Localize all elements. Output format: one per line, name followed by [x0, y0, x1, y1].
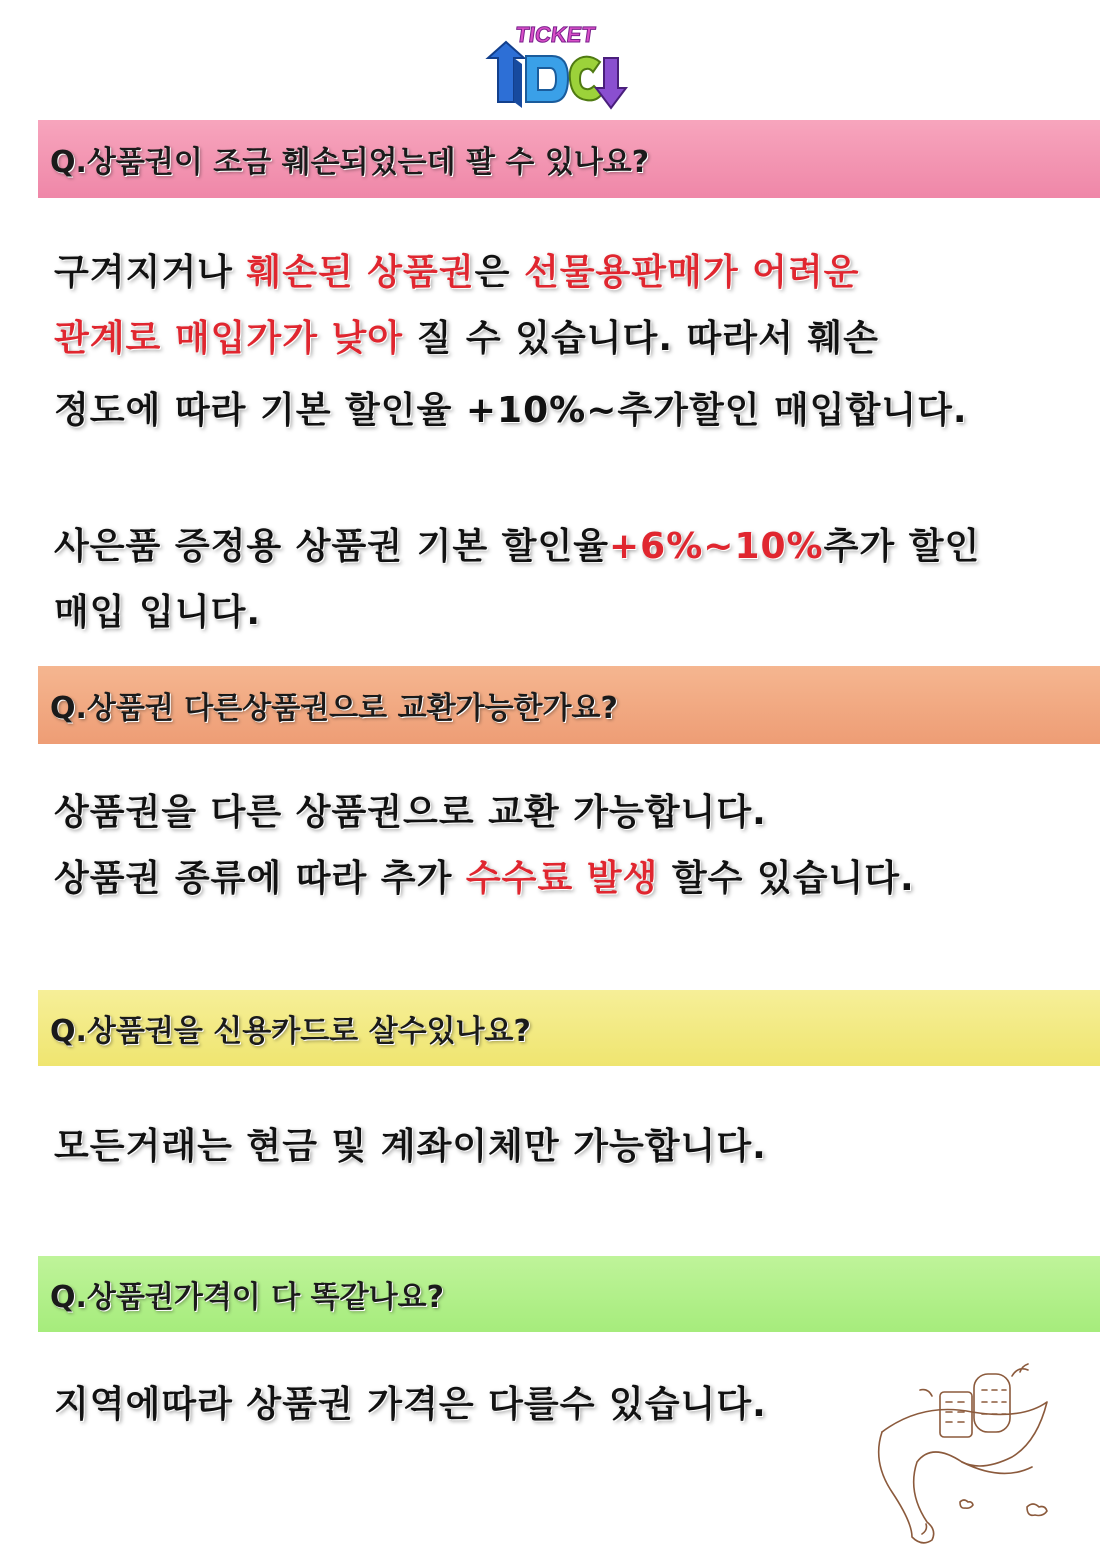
- faq-question-4: Q.상품권가격이 다 똑같나요?: [38, 1256, 1100, 1332]
- faq-answer-3-line-1: 모든거래는 현금 및 계좌이체만 가능합니다.: [54, 1126, 767, 1167]
- faq-answer-4-line-1: 지역에따라 상품권 가격은 다를수 있습니다.: [54, 1384, 767, 1425]
- faq-question-2: Q.상품권 다른상품권으로 교환가능한가요?: [38, 666, 1100, 744]
- logo-ticket-text: TICKET: [513, 22, 597, 47]
- faq-question-1: Q.상품권이 조금 훼손되었는데 팔 수 있나요?: [38, 120, 1100, 198]
- faq-answer-1-line-4: 사은품 증정용 상품권 기본 할인율+6%~10%추가 할인: [54, 526, 981, 567]
- faq-answer-2-line-2: 상품권 종류에 따라 추가 수수료 발생 할수 있습니다.: [54, 858, 915, 899]
- faq-answer-1-line-1: 구겨지거나 훼손된 상품권은 선물용판매가 어려운: [54, 252, 860, 293]
- faq-answer-1-line-5: 매입 입니다.: [54, 592, 262, 633]
- faq-answer-1-line-2: 관계로 매입가가 낮아 질 수 있습니다. 따라서 훼손: [54, 318, 879, 359]
- scroll-buildings-illustration: [862, 1362, 1062, 1552]
- ticket-1dc-logo: [478, 18, 628, 114]
- faq-question-3: Q.상품권을 신용카드로 살수있나요?: [38, 990, 1100, 1066]
- faq-answer-2-line-1: 상품권을 다른 상품권으로 교환 가능합니다.: [54, 792, 767, 833]
- faq-answer-1-line-3: 정도에 따라 기본 할인율 +10%~추가할인 매입합니다.: [54, 390, 968, 431]
- logo-1dc-text: 1DC: [478, 18, 481, 19]
